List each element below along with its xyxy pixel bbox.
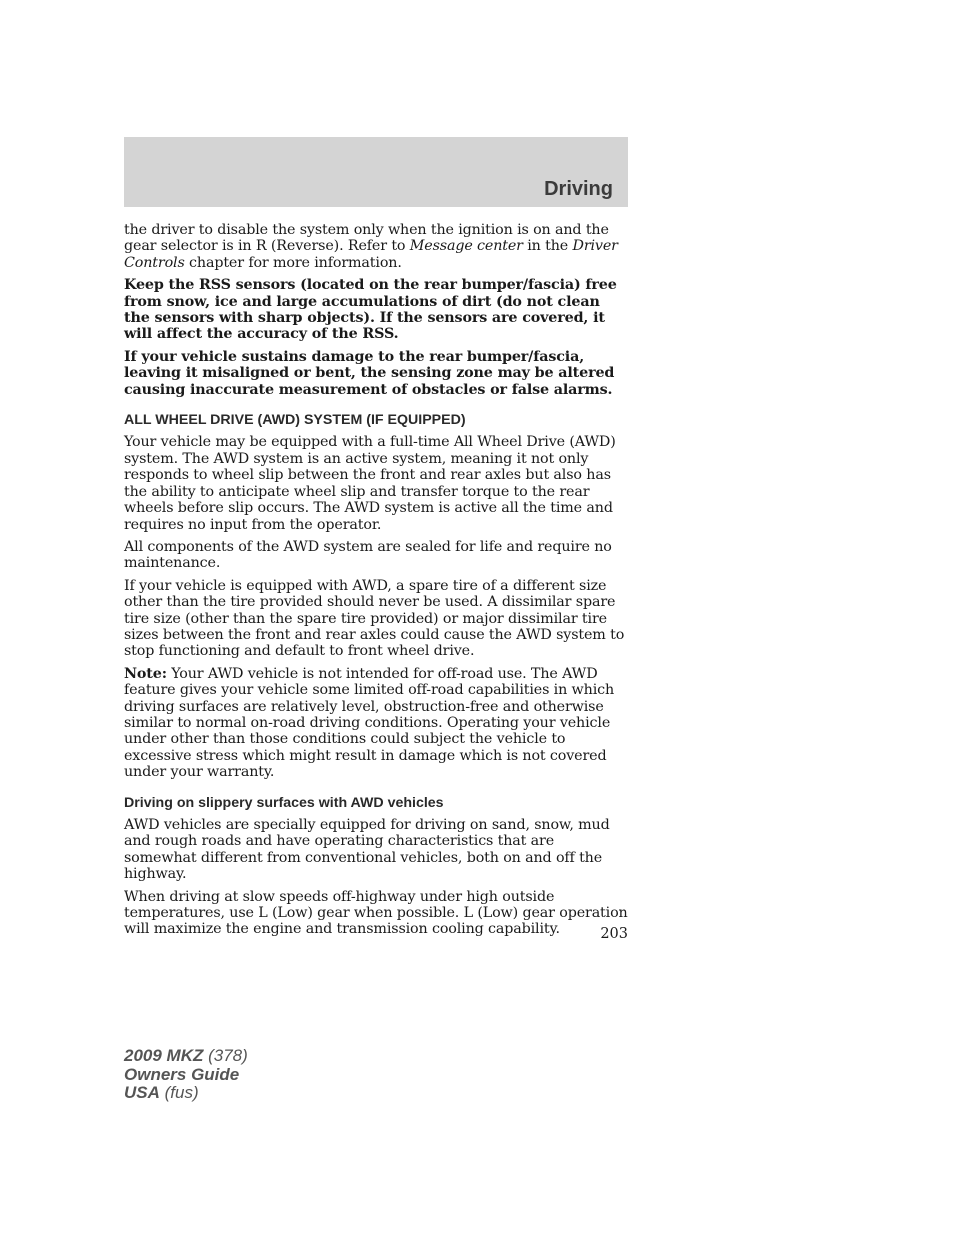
warning-sensors-clean: Keep the RSS sensors (located on the rear bumper/fascia) free from snow, ice and large accumulations of dirt (do not clean the sensors with sharp objects). If the sensors are covered, it will affect the accuracy of the RSS. bbox=[124, 277, 617, 343]
footer-market: USA bbox=[124, 1083, 160, 1102]
footer-market-code: (fus) bbox=[159, 1083, 199, 1102]
reference-message-center: Message center bbox=[409, 238, 523, 255]
heading-awd-system: ALL WHEEL DRIVE (AWD) SYSTEM (IF EQUIPPED) bbox=[124, 412, 466, 429]
paragraph-awd-equipped: AWD vehicles are specially equipped for driving on sand, snow, mud and rough roads and have operating characteristics that are somewhat different from conventional vehicles, both on and off the highway. bbox=[124, 817, 610, 883]
text-run: the driver to disable the system only when the ignition is on and the gear selector is in R (Reverse). Refer to bbox=[124, 222, 609, 255]
paragraph-low-gear: When driving at slow speeds off-highway under high outside temperatures, use L (Low) gear when possible. L (Low) gear operation will maximize the engine and transmission cooling capability. bbox=[124, 888, 628, 938]
paragraph-continuation bbox=[124, 222, 630, 271]
document-footer bbox=[124, 1047, 248, 1103]
warning-bumper-damage: If your vehicle sustains damage to the rear bumper/fascia, leaving it misaligned or bent, the sensing zone may be altered causing inaccurate measurement of obstacles or false alarms. bbox=[124, 348, 615, 398]
footer-model: 2009 MKZ bbox=[124, 1046, 204, 1065]
paragraph-awd-intro: Your vehicle may be equipped with a full-time All Wheel Drive (AWD) system. The AWD system is an active system, meaning it not only responds to wheel slip between the front and rear axles but also has the ability to anticipate wheel slip and transfer torque to the rear wheels before slip occurs. The AWD system is active all the time and requires no input from the operator. bbox=[124, 434, 616, 533]
footer-line-guide: Owners Guide bbox=[124, 1064, 240, 1084]
note-text: Your AWD vehicle is not intended for off-road use. The AWD feature gives your vehicle some limited off-road capabilities in which driving surfaces are relatively level, obstruction-free and otherwise similar to normal on-road driving conditions. Operating your vehicle under other than those conditions could subject the vehicle to excessive stress which might result in damage which is not covered under your warranty. bbox=[124, 665, 615, 781]
paragraph-awd-sealed: All components of the AWD system are sealed for life and require no maintenance. bbox=[124, 538, 612, 572]
footer-line-model bbox=[124, 1047, 248, 1066]
section-title: Driving bbox=[544, 178, 613, 200]
page-content bbox=[124, 222, 630, 944]
section-header-bar bbox=[124, 137, 628, 207]
footer-line-market bbox=[124, 1084, 248, 1103]
footer-model-code: (378) bbox=[203, 1046, 248, 1065]
text-run: in the bbox=[522, 238, 573, 255]
paragraph-awd-spare-tire: If your vehicle is equipped with AWD, a spare tire of a different size other than the tire provided should never be used. A dissimilar spare tire size (other than the spare tire provided) or major dissimilar tire sizes between the front and rear axles could cause the AWD system to stop functioning and default to front wheel drive. bbox=[124, 577, 625, 660]
text-run: chapter for more information. bbox=[184, 254, 402, 271]
page-number: 203 bbox=[600, 926, 628, 942]
heading-slippery-surfaces: Driving on slippery surfaces with AWD vehicles bbox=[124, 794, 444, 811]
paragraph-awd-note bbox=[124, 666, 630, 781]
note-label: Note: bbox=[124, 665, 167, 682]
reference-driver-controls: Driver Controls bbox=[124, 238, 618, 271]
